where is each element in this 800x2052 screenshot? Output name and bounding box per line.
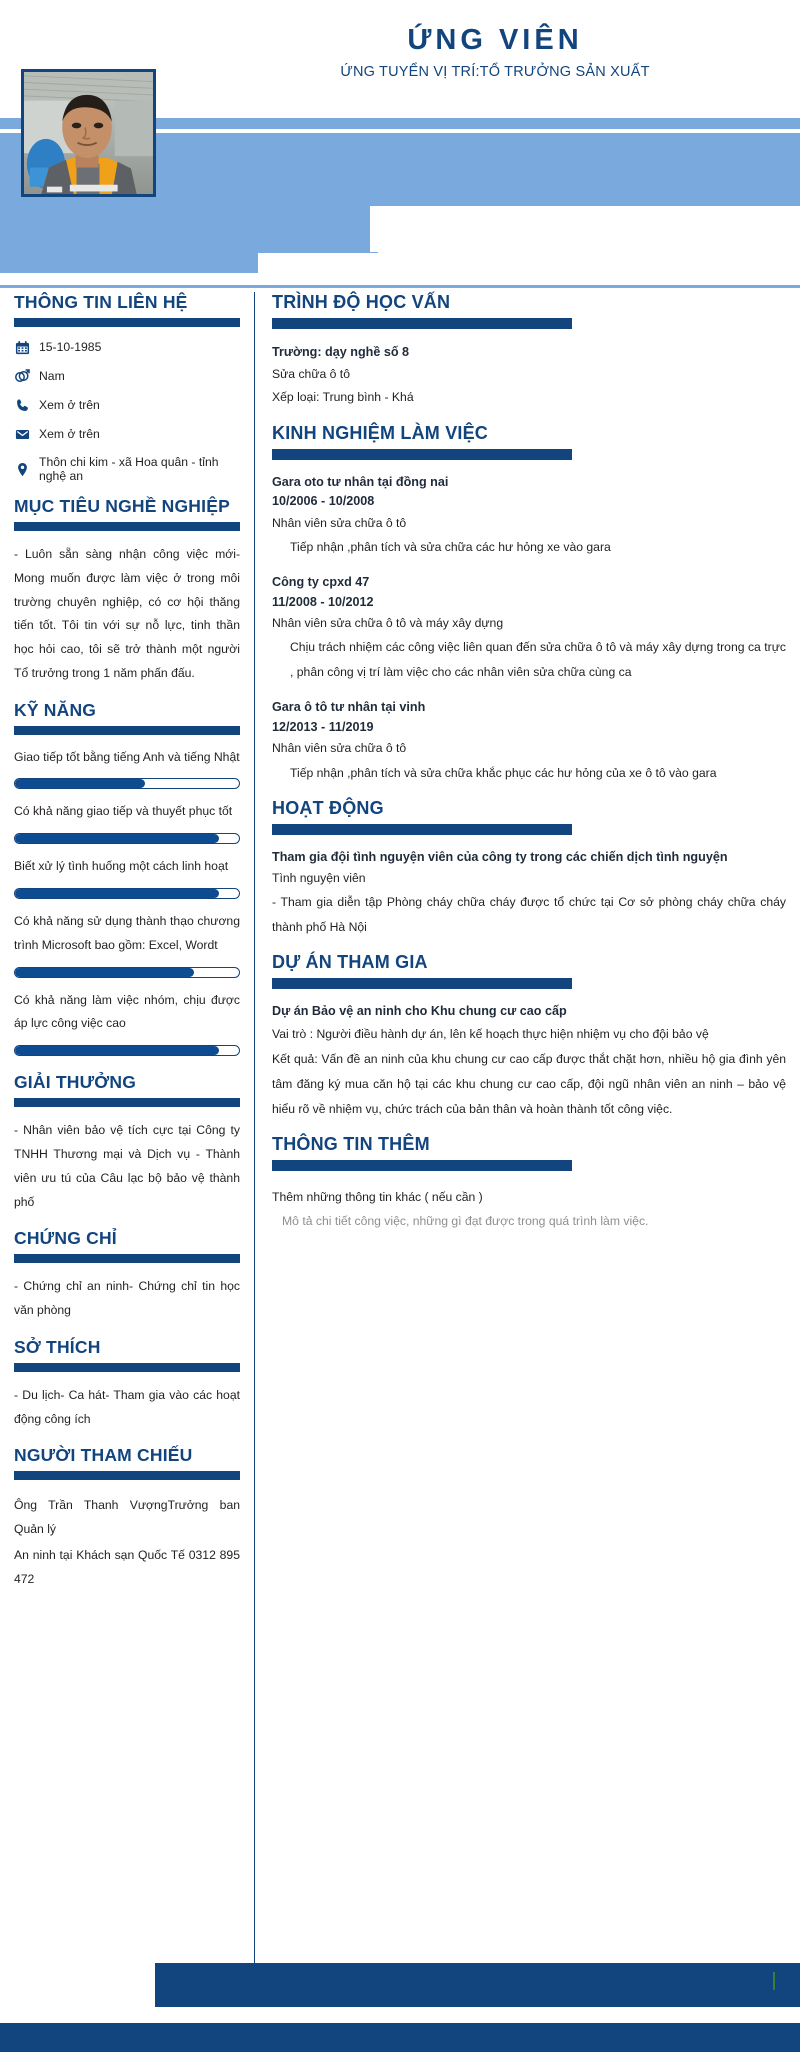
section-education [272,292,786,409]
skill-label: Biết xử lý tình huống một cách linh hoạt [14,859,229,874]
objective-text: - Luôn sẵn sàng nhận công việc mới- Mong muốn được làm việc ở trong môi trường chuyên nghiệp, có cơ hội thăng tiến tốt. Tôi tin với sự nỗ lực, tinh thần học hỏi cao, tôi sẽ trở thành một người Tổ trưởng trong 1 năm phấn đấu. [14,547,240,680]
section-title-additional-info: THÔNG TIN THÊM [272,1133,430,1154]
hobbies-text: - Du lịch- Ca hát- Tham gia vào các hoạt động công ích [14,1387,240,1426]
skill-progress-fill [15,889,219,898]
section-title-awards: GIẢI THƯỞNG [14,1072,137,1093]
section-additional-info [272,1134,786,1233]
email-icon [14,426,30,442]
section-experience [272,423,786,786]
skill-progress-bar [14,778,240,789]
section-certificates [14,1228,240,1323]
header-notch-right [370,206,800,273]
skill-progress-fill [15,1046,219,1055]
footer-bottom-band [0,2023,800,2052]
experience-role: Nhân viên sửa chữa ô tô [272,515,407,530]
section-title-references: NGƯỜI THAM CHIẾU [14,1445,193,1466]
contact-row-gender [14,368,240,384]
project-result: Kết quả: Vấn đề an ninh của khu chung cư cao cấp được thắt chặt hơn, nhiều hộ gia đình yên tâm đăng ký mua căn hộ tại các khu chung cư cao cấp, đội ngũ nhân viên an ninh – bảo vệ hiểu rõ về nhiệm vụ, chức trách của bản thân và hoàn thành tốt công việc. [272,1051,786,1116]
experience-period: 10/2006 - 10/2008 [272,494,375,509]
gender-icon [14,368,30,384]
section-rule [14,1098,240,1107]
contact-value-email: Xem ở trên [39,427,100,441]
experience-entry [272,698,786,785]
experience-description: Tiếp nhận ,phân tích và sửa chữa các hư hỏng xe vào gara [290,540,611,555]
awards-text: - Nhân viên bảo vệ tích cực tại Công ty TNHH Thương mại và Dịch vụ - Thành viên ưu tú của Câu lạc bộ bảo vệ thành phố [14,1123,240,1209]
header-separator [0,285,800,288]
contact-row-email [14,426,240,442]
section-title-objective: MỤC TIÊU NGHỀ NGHIỆP [14,496,230,516]
page-title: ỨNG VIÊN [407,24,583,56]
section-objective [14,496,240,686]
skill-item [14,855,240,899]
avatar [21,69,156,197]
section-awards [14,1072,240,1214]
contact-value-phone: Xem ở trên [39,398,100,412]
sidebar [0,292,254,1596]
section-rule [14,726,240,735]
experience-role: Nhân viên sửa chữa ô tô và máy xây dựng [272,616,504,631]
section-title-contact: THÔNG TIN LIÊN HỆ [14,292,188,312]
section-contact [14,292,240,483]
skill-progress-bar [14,967,240,978]
skill-item [14,800,240,844]
education-grade: Xếp loại: Trung bình - Khá [272,389,414,404]
footer-notch [0,1963,155,2023]
activity-entry [272,848,786,941]
section-rule [272,978,572,989]
activity-title: Tham gia đội tình nguyện viên của công ty trong các chiến dịch tình nguyện [272,849,728,864]
skill-item [14,746,240,790]
additional-text: Thêm những thông tin khác ( nếu cần ) [272,1189,483,1204]
header-notch-left [258,253,378,285]
section-rule [272,1160,572,1171]
avatar-image [24,72,153,194]
activity-role: Tình nguyện viên [272,871,366,886]
contact-row-address [14,455,240,483]
education-major: Sửa chữa ô tô [272,366,350,381]
section-activities [272,798,786,941]
additional-placeholder: Mô tả chi tiết công việc, những gì đạt được trong quá trình làm việc. [282,1213,649,1228]
contact-list [14,331,240,483]
footer-tick-marker [773,1972,775,1990]
contact-row-birthdate [14,339,240,355]
section-projects [272,952,786,1122]
skill-label: Giao tiếp tốt bằng tiếng Anh và tiếng Nhật [14,749,240,764]
experience-role: Nhân viên sửa chữa ô tô [272,741,407,756]
skill-progress-bar [14,833,240,844]
experience-description: Chịu trách nhiệm các công việc liên quan đến sửa chữa ô tô và máy xây dựng trong ca trực , phân công vị trí làm việc cho các nhân viên sửa chữa cùng ca [290,640,786,680]
calendar-icon [14,339,30,355]
section-rule [272,824,572,835]
experience-entry [272,573,786,685]
phone-icon [14,397,30,413]
skill-label: Có khả năng làm việc nhóm, chịu được áp lực công việc cao [14,992,240,1031]
section-title-experience: KINH NGHIỆM LÀM VIỆC [272,422,489,443]
section-title-activities: HOẠT ĐỘNG [272,797,384,818]
section-rule [14,1363,240,1372]
location-icon [14,461,30,477]
section-title-education: TRÌNH ĐỘ HỌC VẤN [272,292,451,312]
project-role: Vai trò : Người điều hành dự án, lên kế hoạch thực hiện nhiệm vụ cho đội bảo vệ [272,1026,709,1041]
main-content [254,292,800,1237]
project-title: Dự án Bảo vệ an ninh cho Khu chung cư cao cấp [272,1004,567,1019]
experience-entry [272,473,786,560]
experience-company: Gara ô tô tư nhân tại vinh [272,700,426,715]
section-references [14,1445,240,1591]
reference-line: An ninh tại Khách sạn Quốc Tế 0312 895 472 [14,1547,240,1586]
section-rule [14,522,240,531]
contact-row-phone [14,397,240,413]
section-rule [14,318,240,327]
section-hobbies [14,1337,240,1432]
section-rule [272,318,572,329]
activity-description: - Tham gia diễn tập Phòng cháy chữa cháy được tổ chức tại Cơ sở phòng cháy chữa cháy thành phố Hà Nội [272,895,786,935]
contact-value-gender: Nam [39,369,65,383]
page-subtitle: ỨNG TUYỂN VỊ TRÍ:TỔ TRƯỞNG SẢN XUẤT [340,64,650,80]
section-skills [14,700,240,1056]
contact-value-birthdate: 15-10-1985 [39,340,102,354]
section-rule [272,449,572,460]
experience-description: Tiếp nhận ,phân tích và sửa chữa khắc phục các hư hỏng của xe ô tô vào gara [290,765,717,780]
section-title-certificates: CHỨNG CHỈ [14,1228,117,1249]
section-title-projects: DỰ ÁN THAM GIA [272,952,428,973]
skill-progress-fill [15,834,219,843]
section-title-skills: KỸ NĂNG [14,699,97,720]
project-entry [272,1002,786,1122]
section-rule [14,1254,240,1263]
education-school: Trường: dạy nghề số 8 [272,345,410,359]
skill-progress-fill [15,779,145,788]
certificates-text: - Chứng chỉ an ninh- Chứng chỉ tin học văn phòng [14,1279,240,1318]
skill-label: Có khả năng giao tiếp và thuyết phục tốt [14,804,233,819]
skill-label: Có khả năng sử dụng thành thạo chương trình Microsoft bao gồm: Excel, Wordt [14,914,240,952]
experience-period: 11/2008 - 10/2012 [272,594,374,609]
section-title-hobbies: SỞ THÍCH [14,1336,101,1357]
experience-company: Gara oto tư nhân tại đồng nai [272,474,449,489]
experience-company: Công ty cpxd 47 [272,575,370,590]
header [0,0,800,285]
skill-item [14,989,240,1057]
skill-progress-bar [14,888,240,899]
experience-period: 12/2013 - 11/2019 [272,719,374,734]
reference-line: Ông Trần Thanh VượngTrưởng ban Quản lý [14,1498,240,1537]
contact-value-address: Thôn chi kim - xã Hoa quân - tỉnh nghệ an [39,455,219,483]
skill-progress-fill [15,968,194,977]
skill-item [14,910,240,978]
skill-progress-bar [14,1045,240,1056]
section-rule [14,1471,240,1480]
